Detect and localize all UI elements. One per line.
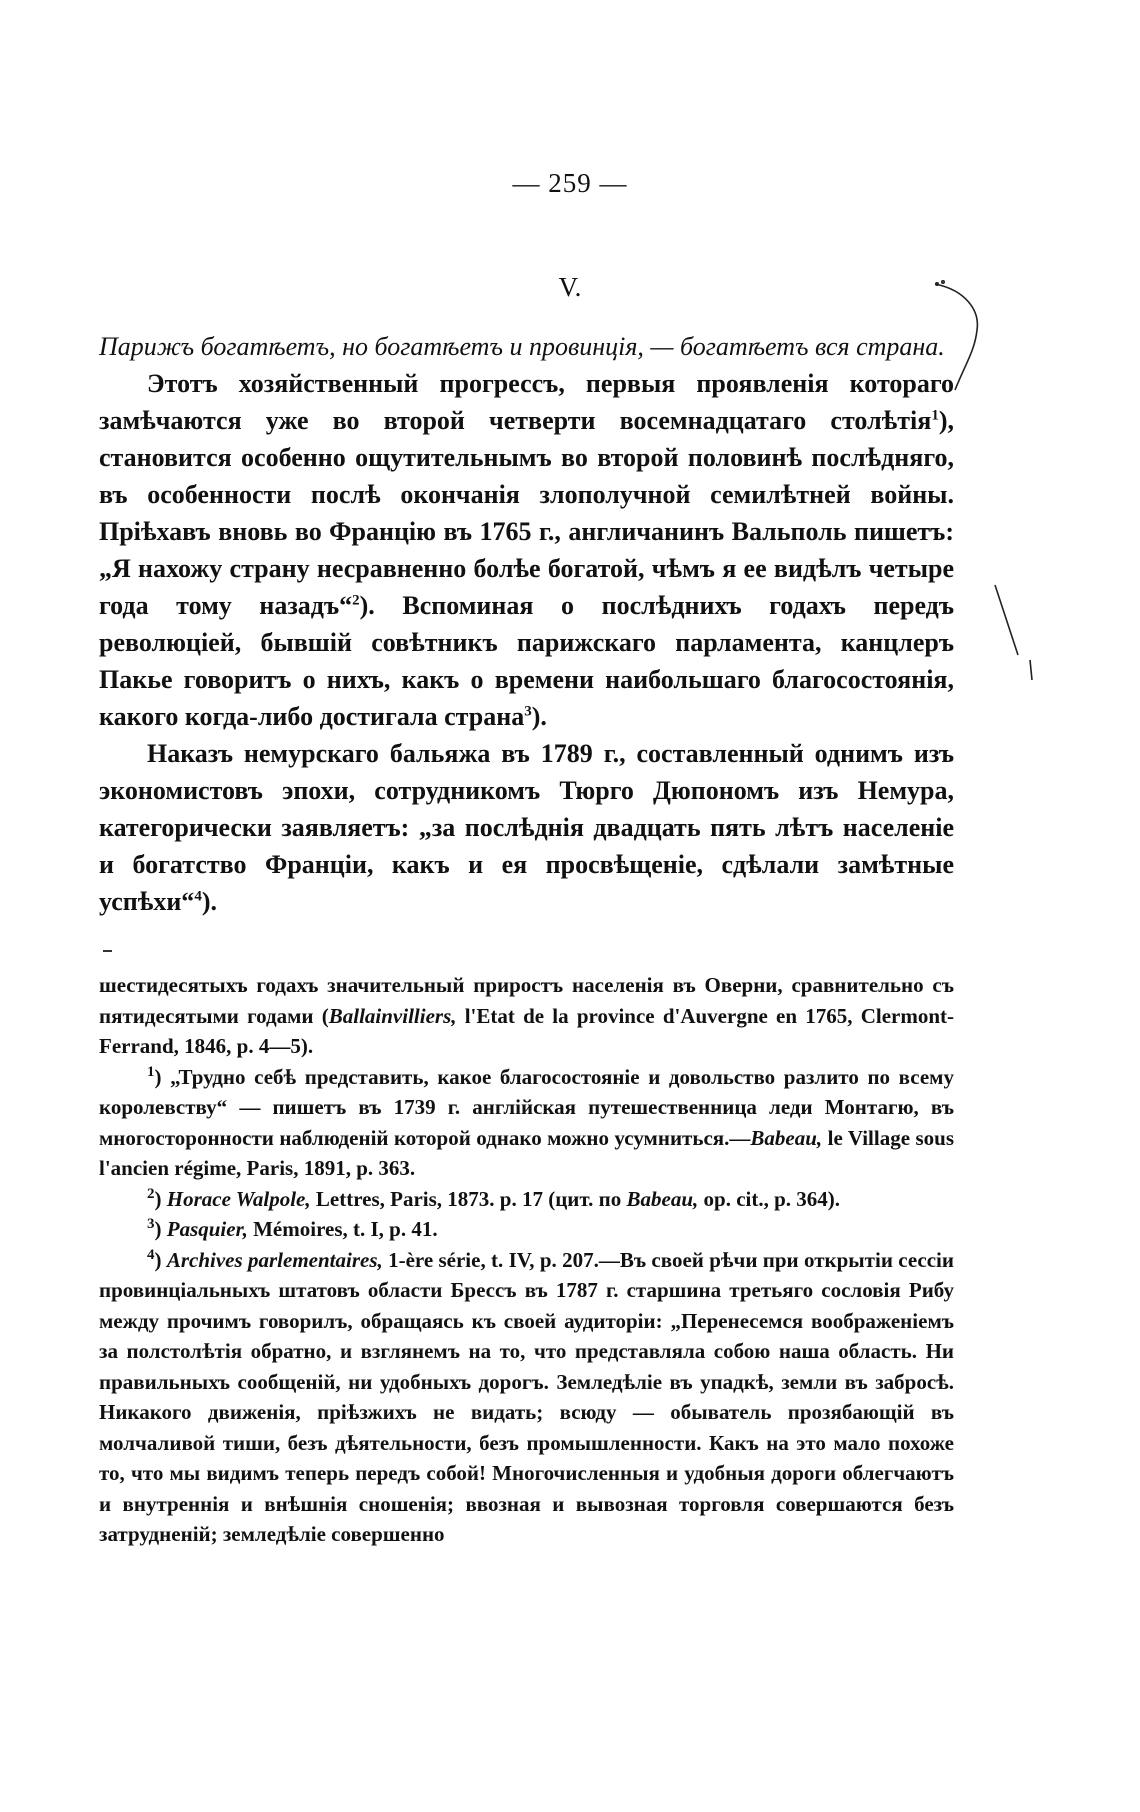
footnote-3-mark: 3 <box>147 1216 155 1232</box>
footnote-3-text-b: Mémoires, t. I, p. 41. <box>247 1217 438 1241</box>
footnote-2-text-c: op. cit., p. 364). <box>698 1186 841 1211</box>
footnote-2-author-2: Babeau, <box>626 1186 699 1211</box>
paragraph-1-text-b: ), становится особенно ощутительнымъ во второй половинѣ послѣдняго, въ особенности послѣ окончанія злополучной семилѣтней войны. Пріѣхавъ вновь во Францію въ 1765 г., англичанинъ Вальполь пишетъ: „Я нахожу страну несравненно болѣе богатой, чѣмъ я ее видѣлъ четыре года тому назадъ“ <box>99 406 954 620</box>
footnotes <box>99 970 954 1550</box>
footnote-3-author: Pasquier, <box>166 1217 248 1241</box>
paragraph-2-text-a: Наказъ немурскаго бальяжа въ 1789 г., составленный однимъ изъ экономистовъ эпохи, сотрудникомъ Тюрго Дюпономъ изъ Немура, категорически заявляетъ: „за послѣднія двадцать пять лѣтъ населеніе и богатство Франціи, какъ и ея просвѣщеніе, сдѣлали замѣтные успѣхи“ <box>99 739 954 916</box>
page-number: — 259 — <box>512 168 628 198</box>
footnote-1 <box>99 1062 954 1184</box>
footnote-continuation-author: Ballainvilliers, <box>328 1003 457 1028</box>
footnote-4 <box>99 1245 954 1550</box>
epigraph: Парижъ богатѣетъ, но богатѣетъ и провинція, — богатѣетъ вся страна. <box>99 332 945 361</box>
footnote-continuation <box>99 970 954 1062</box>
footnote-2 <box>99 1184 954 1215</box>
footnote-4-text-a: ) <box>154 1247 167 1272</box>
footnote-3 <box>99 1214 954 1245</box>
footnote-1-mark: 1 <box>147 1063 155 1080</box>
paragraph-1-text-d: ). <box>531 702 547 731</box>
main-text <box>99 328 954 920</box>
footnote-continuation-text-a: шестидесятыхъ годахъ значительный приростъ населенія въ Оверни, сравнительно съ пятидесятыми годами ( <box>99 973 954 1028</box>
footnote-separator <box>103 950 112 952</box>
paragraph-1 <box>99 365 954 735</box>
footnote-1-text-b: le Village sous l'ancien régime, Paris, 1891, p. 363. <box>99 1125 955 1180</box>
paragraph-1-text-c: ). Вспоминая о послѣднихъ годахъ передъ революціей, бывшій совѣтникъ парижскаго парламента, канцлеръ Пакье говоритъ о нихъ, какъ о времени наибольшаго благосостоянія, какого когда-либо достигала страна <box>99 591 954 731</box>
footnote-2-author: Horace Walpole, <box>166 1186 311 1211</box>
footnote-ref-3: 3 <box>524 703 532 720</box>
footnote-3-text-a: ) <box>154 1217 167 1241</box>
paragraph-2-text-b: ). <box>201 887 217 916</box>
footnote-ref-1: 1 <box>931 407 939 424</box>
footnote-4-text-b: 1-ère série, t. IV, p. 207.—Въ своей рѣчи при открытіи сессіи провинціальныхъ штатовъ области Брессъ въ 1787 г. старшина третьяго сословія Рибу между прочимъ говорилъ, обращаясь къ своей аудиторіи: „Перенесемся воображеніемъ за полстолѣтія обратно, и взглянемъ на то, что представляла собою наша область. Ни правильныхъ сообщеній, ни удобныхъ дорогъ. Земледѣліе въ упадкѣ, земли въ забросѣ. Никакого движенія, пріѣзжихъ не видать; всюду — обыватель прозябающій въ молчаливой тиши, безъ дѣятельности, безъ промышленности. Какъ на это мало похоже то, что мы видимъ теперь передъ собой! Многочисленныя и удобныя дороги облегчаютъ и внутреннія и внѣшнія сношенія; ввозная и вывозная торговля совершаются безъ затрудненій; земледѣліе совершенно <box>99 1247 954 1546</box>
footnote-4-author: Archives parlementaires, <box>166 1247 383 1272</box>
footnote-ref-4: 4 <box>194 888 202 905</box>
paragraph-2 <box>99 735 954 920</box>
footnote-2-text-b: Lettres, Paris, 1873. p. 17 (цит. по <box>310 1186 627 1211</box>
footnote-1-author: Babeau, <box>750 1125 823 1150</box>
footnote-2-mark: 2 <box>147 1185 155 1202</box>
paragraph-1-text-a: Этотъ хозяйственный прогрессъ, первыя проявленія котораго замѣчаются уже во второй четверти восемнадцатаго столѣтія <box>99 369 954 435</box>
footnote-4-mark: 4 <box>147 1246 155 1263</box>
footnote-continuation-text-b: l'Etat de la province d'Auvergne en 1765, Clermont-Ferrand, 1846, p. 4—5). <box>99 1003 954 1058</box>
footnote-ref-2: 2 <box>352 592 360 609</box>
footnote-1-text-a: ) „Трудно себѣ представить, какое благосостояніе и довольство разлито по всему королевству“ — пишетъ въ 1739 г. англійская путешественница леди Монтагю, въ многосторонности наблюденій которой однако можно усумниться.— <box>99 1064 954 1150</box>
footnote-2-text-a: ) <box>154 1186 167 1211</box>
margin-line-mark <box>990 580 1040 690</box>
section-heading: V. <box>558 272 582 302</box>
